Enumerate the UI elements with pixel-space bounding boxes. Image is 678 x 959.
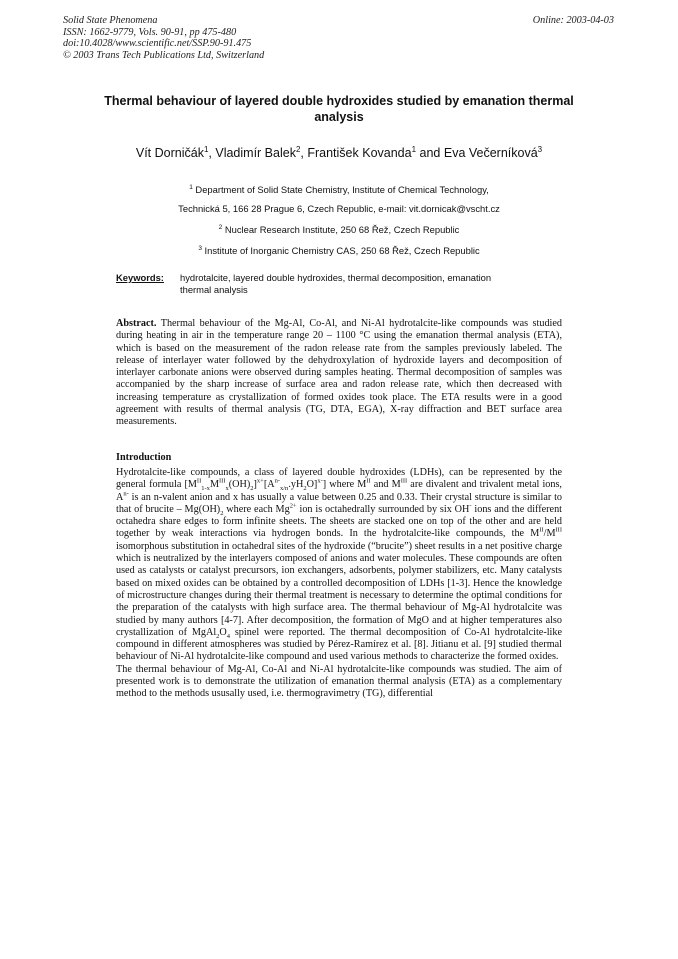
intro-paragraph-2: The thermal behaviour of Mg-Al, Co-Al and Ni-Al hydrotalcite-like compounds was studied. The aim of presented work is to demonstrate the utilization of emanation thermal analysis (ETA) as a complementary method to the methods ususally used, i.e. thermogravimetry (TG), differential (116, 663, 562, 700)
affiliations (90, 178, 588, 260)
author-2-aff: 2 (295, 145, 301, 154)
author-4: Eva Večerníková (443, 146, 538, 161)
online-date: Online: 2003-04-03 (532, 15, 614, 26)
author-4-aff: 3 (537, 145, 543, 154)
issn-line: ISSN: 1662-9779, Vols. 90-91, pp 475-480 (63, 26, 237, 38)
author-2: Vladimír Balek (215, 146, 296, 161)
abstract (116, 318, 562, 429)
intro-heading: Introduction (116, 452, 172, 463)
copyright-line: © 2003 Trans Tech Publications Ltd, Switzerland (63, 49, 265, 61)
journal-header (63, 15, 264, 61)
author-1: Vít Dorničák (135, 146, 204, 161)
affiliation-3: $^3$ Institute of Inorganic Chemistry CAS, 250 68 Řež, Czech Republic (198, 245, 480, 257)
abstract-label: Abstract. (116, 318, 157, 329)
keywords-text: hydrotalcite, layered double hydroxides, thermal decomposition, emanation thermal analysis (180, 272, 492, 295)
affiliation-1-address: Technická 5, 166 28 Prague 6, Czech Republic, e-mail: vit.dornicak@vscht.cz (178, 203, 500, 215)
journal-name: Solid State Phenomena (63, 15, 158, 26)
affiliation-2: $^2$ Nuclear Research Institute, 250 68 Řež, Czech Republic (218, 224, 460, 236)
affiliation-1: $^1$ Department of Solid State Chemistry, Institute of Chemical Technology, (189, 184, 489, 196)
paper-title: Thermal behaviour of layered double hydroxides studied by emanation thermal analysis (104, 94, 574, 124)
author-list: Vít Dorničák$^1$, Vladimír Balek$^2$, František Kovanda$^1$ and Eva Večerníková$^3$ (135, 145, 543, 161)
intro-paragraph-1: Hydrotalcite-like compounds, a class of layered double hydroxides (LDHs), can be represented by the general formula $[M^{II}_{1-x}M^{III}_x(OH)_2]^{x+}[A^{n-}_{x/n}.yH_2O]^{x-}$] where $M^{II}$ and $M^{III}$ are divalent and trivalent metal ions, $A^{n-}$ is an n-valent anion and x has usually a value between 0.25 and 0.33. Their crystal structure is similar to that of brucite – $Mg(OH)_2$ where each $Mg^{2+}$ ion is octahedrally surrounded by six OH- ions and the different octahedra share edges to form infinite sheets. The sheets are stacked one on top of the other and are held together by weak interactions via hydrogen bonds. In the hydrotalcite-like compounds, the $M^{II}/M^{III}$ isomorphous substitution in octahedral sites of the hydroxide (“brucite”) sheet results in a net positive charge which is neutralized by the interlayers composed of anions and water molecules. These compounds are often used as catalysts or catalyst precursors, ion exchangers, adsorbents, polymer stabilizers, etc. Many catalysts based on mixed oxides can be obtained by a controlled decomposition of LDHs [1-3]. Hence the knowledge of microstructure changes during their thermal treatment is necessary to determine the optimal conditions for the preparation of the catalysts with high surface area. The thermal behaviour of Mg-Al hydrotalcite was studied by many authors [4-7]. After decomposition, the formation of MgO and at higher temperatures also crystallization of $MgAl_2O_4$ spinel were reported. The thermal decomposition of Co-Al hydrotalcite-like compound in different atmospheres was studied by Pérez-Ramírez et al. [8]. Jitianu et al. [9] studied thermal behaviour of Ni-Al hydrotalcite-like compound and used various methods to characterize the formed oxides. (116, 467, 562, 663)
intro-body (116, 467, 562, 701)
author-3-aff: 1 (411, 145, 417, 154)
author-1-aff: 1 (203, 145, 209, 154)
author-3: František Kovanda (307, 146, 412, 161)
keywords-label: Keywords: (116, 272, 164, 283)
abstract-text: Thermal behaviour of the Mg-Al, Co-Al, and Ni-Al hydrotalcite-like compounds was studied during heating in air in the temperature range 20 – 1100 °C using the emanation thermal analysis (ETA), which is based on the measurement of the radon release rate from the samples previously labeled. The release of interlayer water followed by the dehydroxylation of hydroxide layers and decomposition of interlayer carbonate anions were observed during samples heating. Thermal decomposition of samples was accompanied by the sharp increase of surface area and radon release rate, which then decreased with increasing temperature as crystallization of formed oxides took place. The ETA results were in a good agreement with results of thermal analysis (TG, DTA, EGA), X-ray diffraction and BET surface area measurements. (116, 318, 562, 428)
doi-line: doi:10.4028/www.scientific.net/SSP.90-91.475 (63, 38, 252, 50)
